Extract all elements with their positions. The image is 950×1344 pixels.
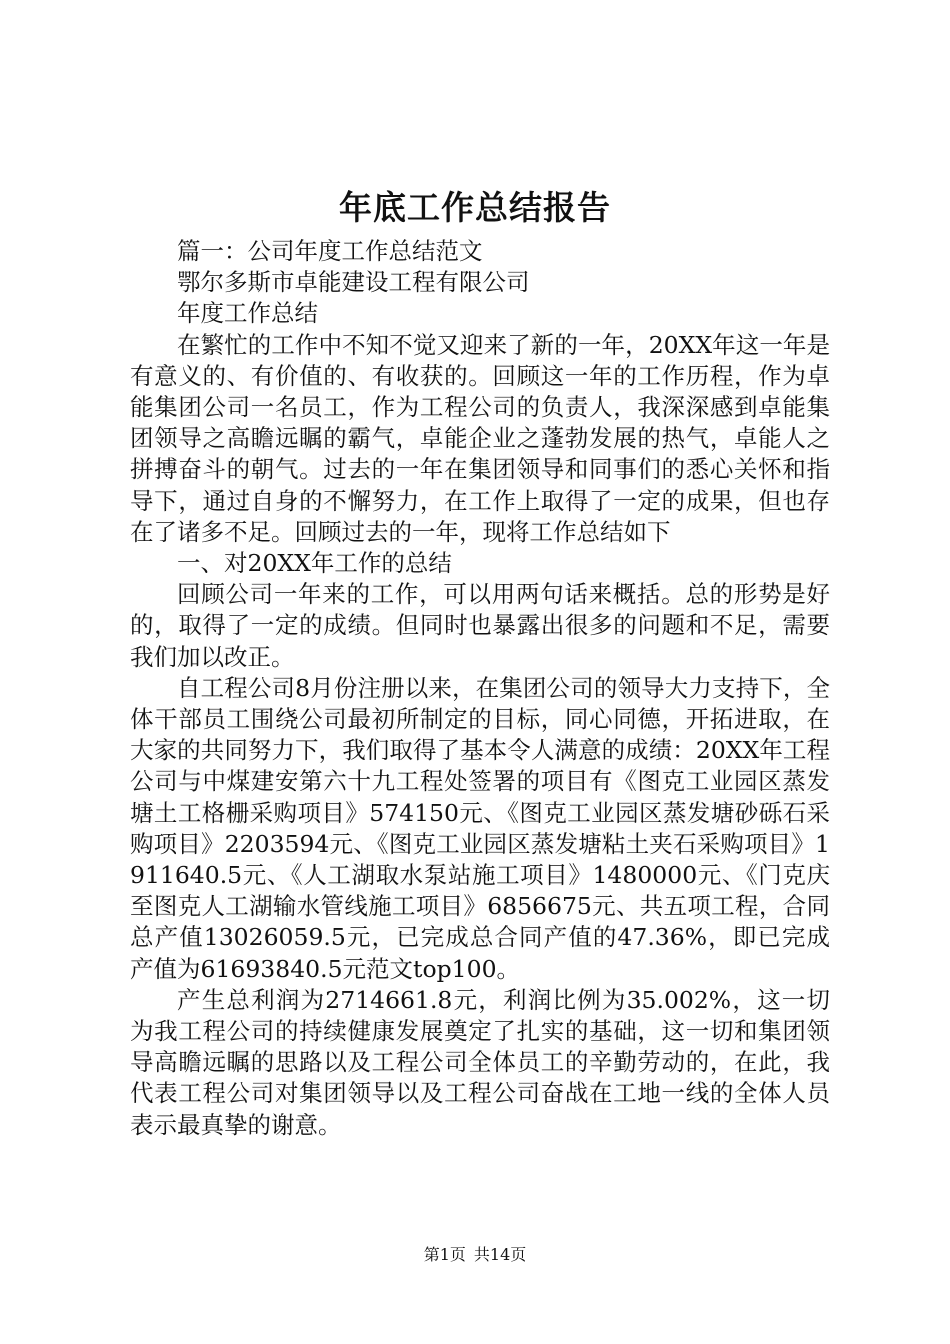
document-title: 年底工作总结报告 <box>339 188 611 227</box>
page-footer <box>0 1244 950 1266</box>
paragraph-profit: 产生总利润为2714661.8元，利润比例为35.002%，这一切为我工程公司的持续健康发展奠定了扎实的基础，这一切和集团领导高瞻远瞩的思路以及工程公司全体员工的辛勤劳动的，在此，我代表工程公司对集团领导以及工程公司奋战在工地一线的全体人员表示最真挚的谢意。 <box>130 985 830 1139</box>
paragraph-overview: 回顾公司一年来的工作，可以用两句话来概括。总的形势是好的，取得了一定的成绩。但同时也暴露出很多的问题和不足，需要我们加以改正。 <box>130 580 830 671</box>
document-body <box>130 236 830 1141</box>
paragraph-report-label: 年度工作总结 <box>177 299 318 328</box>
paragraph-achievements: 自工程公司8月份注册以来，在集团公司的领导大力支持下，全体干部员工围绕公司最初所制定的目标，同心同德，开拓进取，在大家的共同努力下，我们取得了基本令人满意的成绩：20XX年工程公司与中煤建安第六十九工程处签署的项目有《图克工业园区蒸发塘土工格栅采购项目》574150元、《图克工业园区蒸发塘砂砾石采购项目》2203594元、《图克工业园区蒸发塘粘土夹石采购项目》1911640.5元、《人工湖取水泵站施工项目》1480000元、《门克庆至图克人工湖输水管线施工项目》6856675元、共五项工程，合同总产值13026059.5元，已完成总合同产值的47.36%，即已完成产值为61693840.5元范文top100。 <box>130 673 830 983</box>
page-total: 共14页 <box>473 1245 527 1264</box>
page-number: 第1页 <box>423 1245 466 1264</box>
paragraph-company-name: 鄂尔多斯市卓能建设工程有限公司 <box>177 268 530 297</box>
paragraph-intro: 在繁忙的工作中不知不觉又迎来了新的一年，20XX年这一年是有意义的、有价值的、有收获的。回顾这一年的工作历程，作为卓能集团公司一名员工，作为工程公司的负责人，我深深感到卓能集团领导之高瞻远瞩的霸气，卓能企业之蓬勃发展的热气，卓能人之拼搏奋斗的朝气。过去的一年在集团领导和同事们的悉心关怀和指导下，通过自身的不懈努力，在工作上取得了一定的成果，但也存在了诸多不足。回顾过去的一年，现将工作总结如下 <box>130 330 830 546</box>
paragraph-subheading: 一、对20XX年工作的总结 <box>177 549 452 578</box>
paragraph-section-heading: 篇一：公司年度工作总结范文 <box>177 237 483 265</box>
